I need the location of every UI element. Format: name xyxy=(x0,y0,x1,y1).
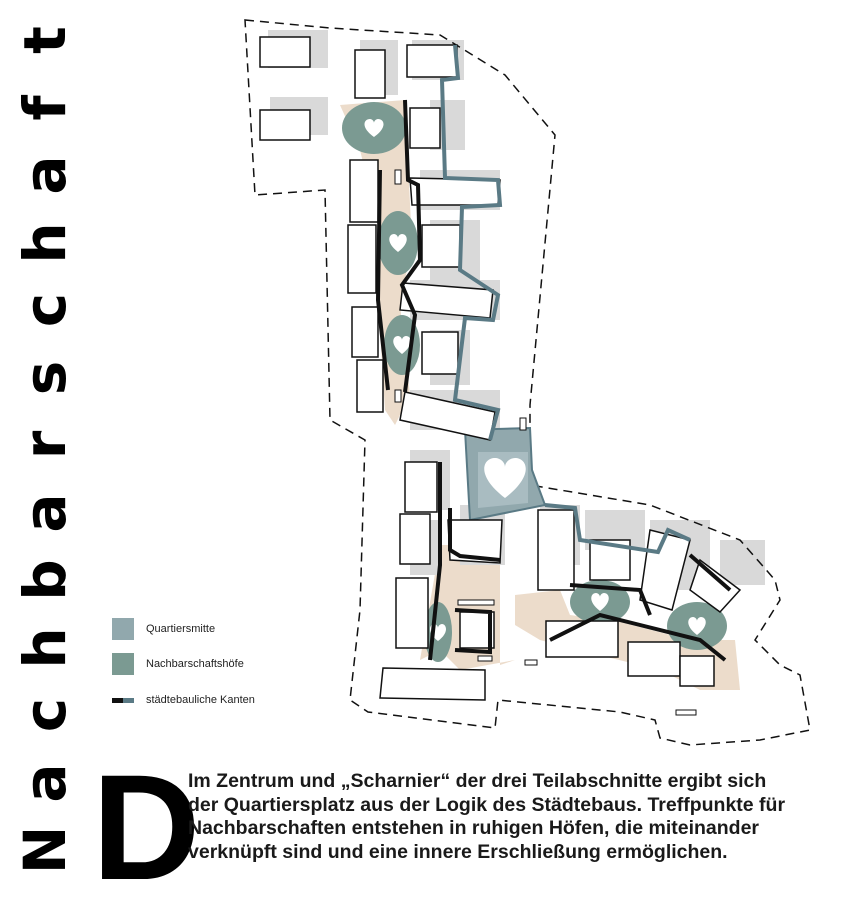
vertical-title-letter: a xyxy=(11,492,79,533)
legend-label: städtebauliche Kanten xyxy=(146,694,255,706)
vertical-title-letter: c xyxy=(11,697,79,733)
vertical-title-letter: h xyxy=(11,221,79,264)
text-line: Im Zentrum und „Scharnier“ der drei Teilabschnitte ergibt sich xyxy=(188,770,767,792)
vertical-title-letter: r xyxy=(11,430,79,460)
legend-swatch xyxy=(112,618,134,640)
vertical-title-letter: a xyxy=(11,155,79,195)
vertical-title-letter: s xyxy=(11,360,79,395)
body-text xyxy=(188,770,843,864)
text-line: verknüpft sind und eine innere Erschließung ermöglichen. xyxy=(188,840,728,863)
text-line: Nachbarschaften entstehen in ruhigen Höfen, die miteinander xyxy=(188,817,760,839)
legend-line-swatch xyxy=(112,698,134,703)
vertical-title-letter: f xyxy=(11,94,79,121)
vertical-title-letter: a xyxy=(11,762,79,803)
vertical-title-letter: t xyxy=(11,26,79,54)
text-line: der Quartiersplatz aus der Logik des Städtebaus. Treffpunkte für xyxy=(188,793,786,816)
site-boundary xyxy=(245,20,810,745)
vertical-title-letter: h xyxy=(11,626,79,669)
legend-label: Quartiersmitte xyxy=(146,623,216,635)
drop-cap: D xyxy=(92,743,201,911)
legend-label: Nachbarschaftshöfe xyxy=(146,658,244,670)
vertical-title-letter: N xyxy=(11,825,79,875)
vertical-title-letter: b xyxy=(11,559,79,601)
legend-swatch xyxy=(112,653,134,675)
vertical-title-letter: c xyxy=(11,292,79,328)
